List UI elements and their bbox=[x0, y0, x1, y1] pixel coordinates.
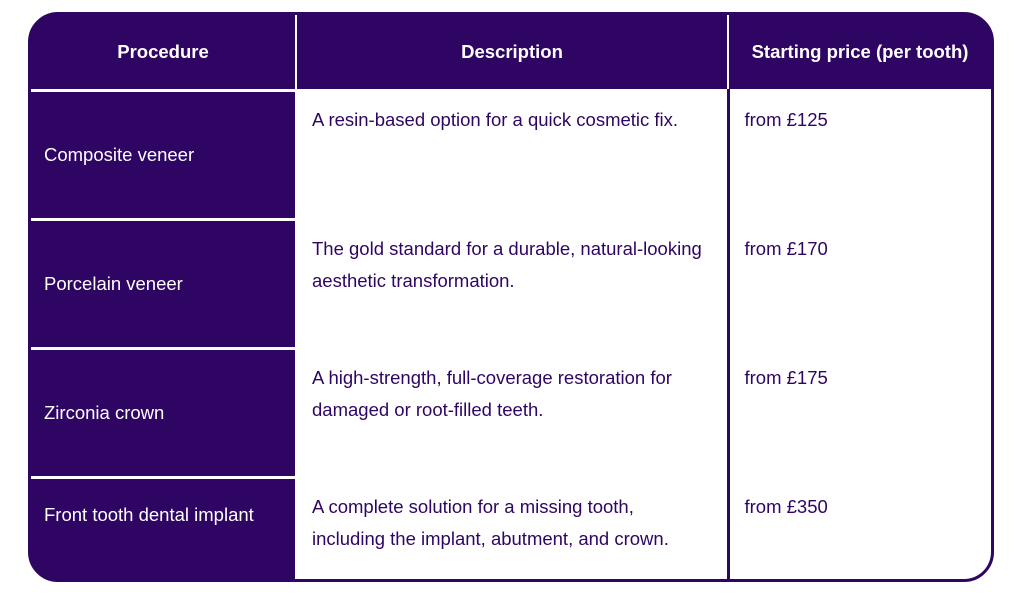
table-header-row bbox=[31, 15, 991, 91]
table-row bbox=[31, 220, 991, 349]
description-cell: The gold standard for a durable, natural-looking aesthetic transformation. bbox=[296, 220, 728, 349]
procedure-cell: Composite veneer bbox=[31, 91, 296, 220]
description-cell: A high-strength, full-coverage restoration for damaged or root-filled teeth. bbox=[296, 349, 728, 478]
price-cell: from £125 bbox=[728, 91, 991, 220]
pricing-table-grid bbox=[31, 15, 991, 579]
price-cell: from £170 bbox=[728, 220, 991, 349]
procedure-cell: Porcelain veneer bbox=[31, 220, 296, 349]
description-cell: A resin-based option for a quick cosmetic fix. bbox=[296, 91, 728, 220]
pricing-table bbox=[28, 12, 994, 582]
table-row bbox=[31, 349, 991, 478]
table-row bbox=[31, 478, 991, 580]
price-cell: from £175 bbox=[728, 349, 991, 478]
header-procedure: Procedure bbox=[31, 15, 296, 91]
description-cell: A complete solution for a missing tooth, including the implant, abutment, and crown. bbox=[296, 478, 728, 580]
table-row bbox=[31, 91, 991, 220]
header-description: Description bbox=[296, 15, 728, 91]
procedure-cell: Zirconia crown bbox=[31, 349, 296, 478]
procedure-cell: Front tooth dental implant bbox=[31, 478, 296, 580]
price-cell: from £350 bbox=[728, 478, 991, 580]
header-starting-price: Starting price (per tooth) bbox=[751, 41, 969, 62]
